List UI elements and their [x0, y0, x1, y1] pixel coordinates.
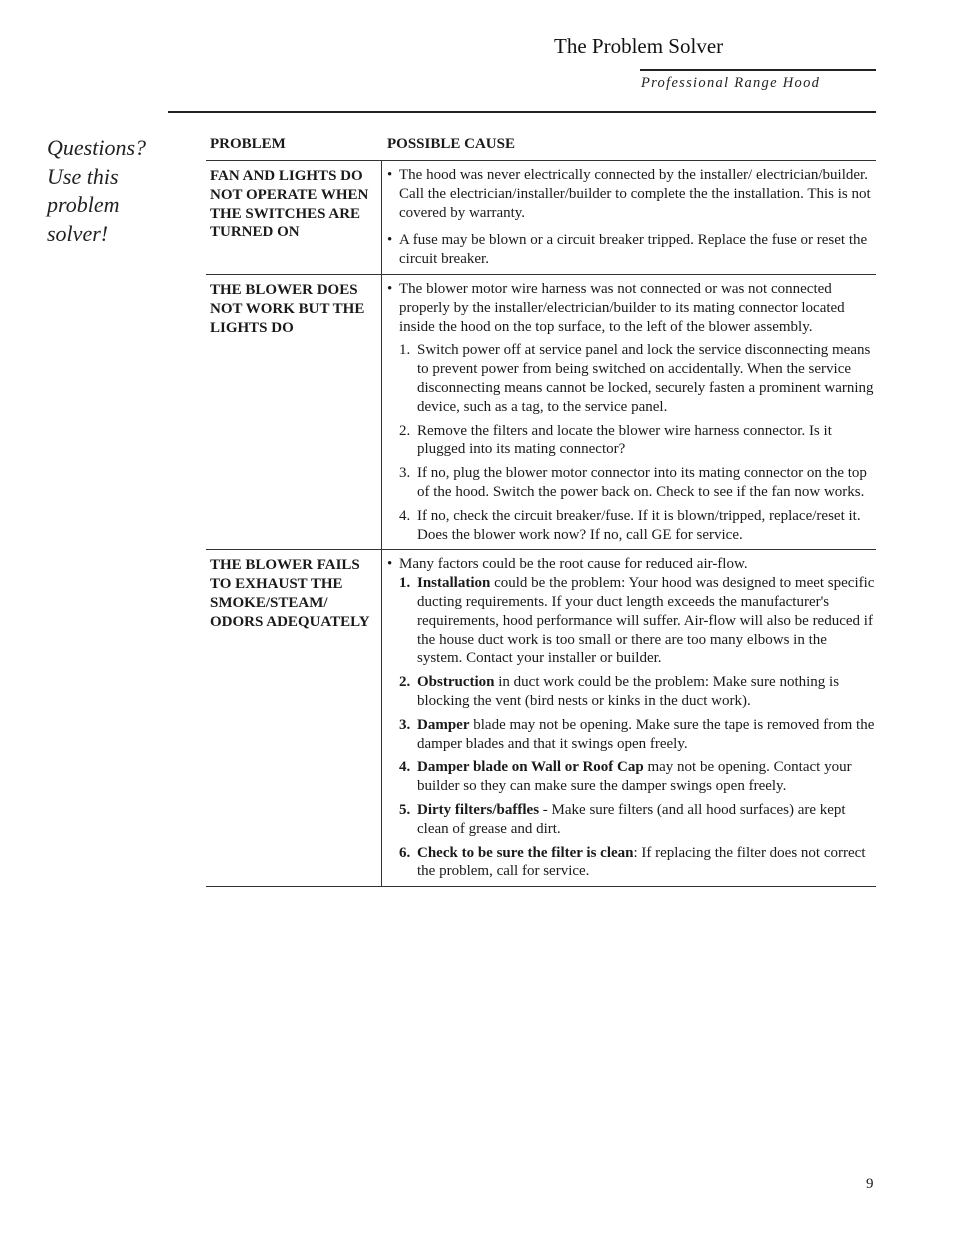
problem-line: TO EXHAUST THE [210, 576, 343, 593]
problem-line: FAN AND LIGHTS DO [210, 168, 363, 184]
bullet-icon: • [387, 556, 393, 573]
cause-bullet [387, 166, 876, 222]
bullet-icon: • [387, 232, 393, 249]
cause-text: The blower motor wire harness was not connected or was not connected properly by the installer/electrician/builder to its mating connector located inside the hood on the top surface, to the left of the blower assembly. [399, 280, 845, 335]
table-row [206, 161, 876, 275]
table-row [206, 275, 876, 550]
step-item [387, 716, 876, 754]
cause-text: The hood was never electrically connected by the installer/ electrician/builder. Call the electrician/installer/builder to complete the the installation. This is not covered by warranty. [399, 167, 871, 221]
sidebar-line: Questions? [47, 135, 146, 160]
column-header-problem: PROBLEM [210, 136, 286, 152]
step-item [387, 673, 876, 711]
step-keyword: Damper [417, 716, 470, 733]
bullet-icon: • [387, 167, 393, 183]
step-number: 4. [399, 759, 411, 776]
header-rule-short [640, 69, 876, 71]
step-text: : If replacing the filter does not correct the problem, call for service. [417, 844, 866, 880]
cause-bullet [387, 231, 876, 269]
cause-text: Many factors could be the root cause for reduced air-flow. [399, 556, 748, 573]
bullet-icon: • [387, 280, 393, 297]
cause-cell [382, 275, 876, 549]
cause-bullet [387, 555, 876, 574]
header-rule-long [168, 111, 876, 113]
step-item [387, 464, 876, 502]
problem-line: TURNED ON [210, 224, 300, 241]
step-number: 2. [399, 422, 411, 439]
step-number: 1. [399, 575, 411, 592]
sidebar-questions [47, 134, 177, 248]
cause-bullet [387, 280, 876, 336]
problem-line: NOT WORK BUT THE [210, 300, 365, 317]
sidebar-line: Use this [47, 163, 119, 189]
step-text: If no, plug the blower motor connector into its mating connector on the top of the hood. Switch the power back on. Check to see if the fan now works. [417, 465, 867, 500]
step-text: may not be opening. Contact your builder so they can make sure the damper swings open freely. [417, 759, 852, 795]
step-text: If no, check the circuit breaker/fuse. If it is blown/tripped, replace/reset it. Does the blower work now? If no, call GE for service. [417, 507, 861, 543]
step-number: 4. [399, 507, 411, 524]
problem-line: THE BLOWER FAILS [210, 557, 360, 574]
step-number: 3. [399, 465, 411, 482]
step-text: could be the problem: Your hood was designed to meet specific ducting requirements. If your duct length exceeds the manufacturer's requirements, hood performance will suffer. Air-flow will also be reduced if the house duct work is too small or there are too many elbows in the system. Contact your installer or builder. [417, 575, 875, 667]
problem-line: THE BLOWER DOES [210, 281, 358, 298]
step-number: 1. [399, 342, 411, 359]
step-item [387, 341, 876, 416]
table-header [206, 131, 876, 161]
step-item [387, 574, 876, 668]
problem-line: SMOKE/STEAM/ [210, 594, 328, 611]
cause-cell [382, 161, 876, 274]
step-number: 5. [399, 801, 411, 818]
step-keyword: Installation [417, 575, 491, 592]
problem-line: THE SWITCHES ARE [210, 205, 361, 222]
cause-text: A fuse may be blown or a circuit breaker tripped. Replace the fuse or reset the circuit breaker. [399, 232, 868, 268]
problem-cell [206, 275, 382, 549]
step-text: blade may not be opening. Make sure the tape is removed from the damper blades and that it swings open freely. [417, 716, 875, 752]
step-number: 2. [399, 674, 411, 691]
step-text: in duct work could be the problem: Make sure nothing is blocking the vent (bird nests or kinks in the duct work). [417, 674, 840, 709]
problem-line: NOT OPERATE WHEN [210, 186, 369, 203]
step-item [387, 758, 876, 796]
problem-solver-table [206, 131, 876, 887]
column-header-cause: POSSIBLE CAUSE [387, 136, 515, 152]
sidebar-line: solver! [47, 220, 109, 246]
step-item [387, 507, 876, 545]
step-number: 6. [399, 844, 411, 861]
page-title: The Problem Solver [554, 34, 724, 58]
cause-cell [382, 550, 876, 886]
page-subtitle: Professional Range Hood [641, 75, 821, 91]
table-row [206, 550, 876, 887]
step-keyword: Obstruction [417, 674, 495, 691]
step-keyword: Check to be sure the filter is clean [417, 844, 634, 861]
step-item [387, 801, 876, 839]
problem-line: LIGHTS DO [210, 319, 294, 336]
step-text: Switch power off at service panel and lock the service disconnecting means to prevent power from being switched on accidentally. When the service disconnecting means cannot be locked, securely fasten a prominent warning device, such as a tag, to the service panel. [417, 342, 874, 415]
step-item [387, 422, 876, 460]
problem-cell [206, 550, 382, 886]
step-text: Remove the filters and locate the blower wire harness connector. Is it plugged into its mating connector? [417, 422, 832, 458]
step-number: 3. [399, 716, 411, 733]
problem-line: ODORS ADEQUATELY [210, 613, 370, 630]
problem-cell [206, 161, 382, 274]
step-keyword: Dirty filters/baffles [417, 801, 540, 818]
step-text: - Make sure filters (and all hood surfaces) are kept clean of grease and dirt. [417, 801, 846, 837]
page-number: 9 [866, 1176, 874, 1192]
step-keyword: Damper blade on Wall or Roof Cap [417, 759, 644, 776]
step-item [387, 844, 876, 882]
sidebar-line: problem [47, 192, 120, 217]
